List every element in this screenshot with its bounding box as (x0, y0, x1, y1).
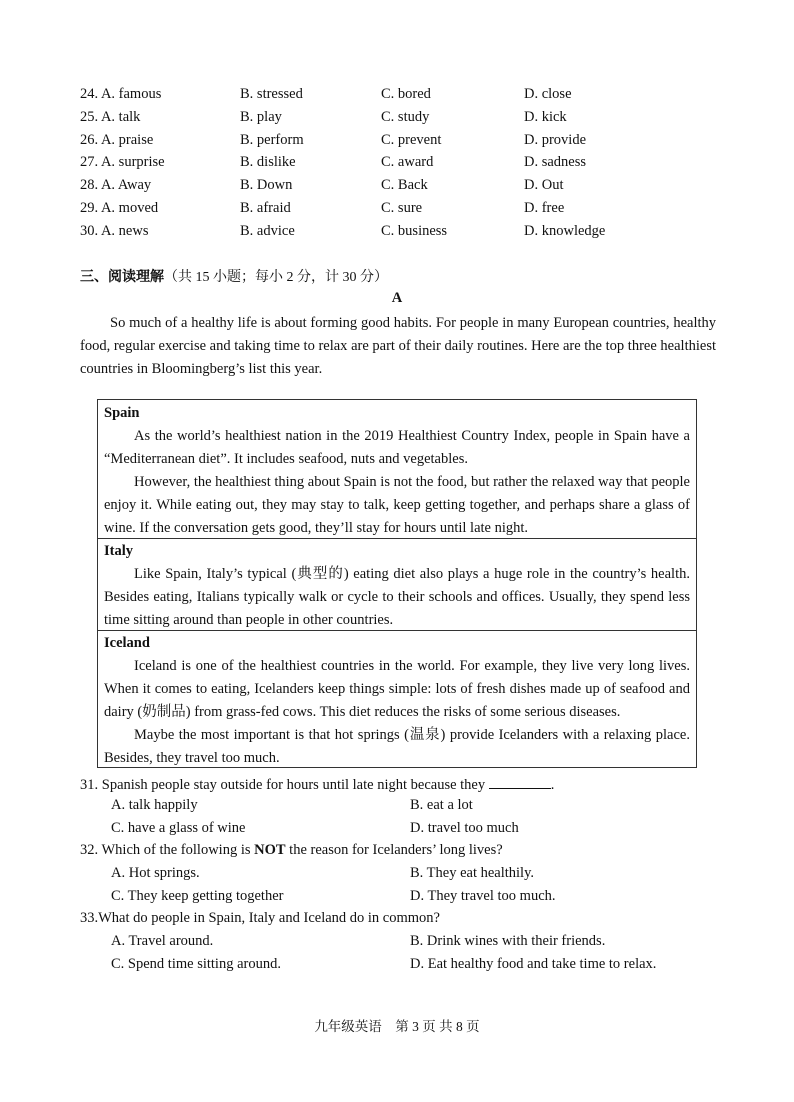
q33-option-b: B. Drink wines with their friends. (410, 933, 606, 949)
question-31 (80, 774, 554, 794)
option-row-27 (80, 154, 720, 176)
question-32-pre: 32. Which of the following is (80, 842, 255, 858)
spain-paragraph-2: However, the healthiest thing about Spain is not the food, but rather the relaxed way that people enjoy it. While eating out, they may stay to talk, keep getting together, and perhaps share a glass of wine. If the conversation gets good, they’ll stay for hours until late night. (104, 474, 690, 536)
option-c: C. study (381, 109, 430, 125)
option-d: D. free (524, 200, 565, 216)
countries-box (97, 399, 697, 768)
iceland-paragraph-1: Iceland is one of the healthiest countries in the world. For example, they live very long lives. When it comes to eating, Icelanders keep things simple: lots of fresh dishes made up of seafood and dairy (奶制品) from grass-fed cows. This diet reduces the risks of some serious diseases. (104, 658, 690, 720)
q32-option-d: D. They travel too much. (410, 888, 556, 904)
spain-heading: Spain (104, 405, 140, 421)
option-b: B. afraid (240, 200, 291, 216)
option-row-24 (80, 86, 720, 108)
option-b: B. perform (240, 132, 304, 148)
option-row-30 (80, 223, 720, 245)
q33-option-a: A. Travel around. (111, 933, 214, 949)
option-b: B. stressed (240, 86, 303, 102)
option-c: C. sure (381, 200, 423, 216)
question-31-stem: 31. Spanish people stay outside for hours until late night because they (80, 777, 486, 793)
q31-option-a: A. talk happily (111, 797, 198, 813)
option-d: D. sadness (524, 154, 587, 170)
question-32-post: the reason for Icelanders’ long lives? (285, 842, 503, 858)
option-a: 25. A. talk (80, 109, 141, 125)
section-title (80, 266, 388, 286)
q33-option-c: C. Spend time sitting around. (111, 956, 281, 972)
option-b: B. play (240, 109, 282, 125)
section-name: 三、阅读理解 (80, 269, 164, 285)
italy-section (98, 539, 696, 631)
option-b: B. Down (240, 177, 293, 193)
question-31-end: . (550, 777, 555, 793)
question-32 (80, 842, 503, 859)
q31-option-c: C. have a glass of wine (111, 820, 246, 836)
q32-option-a: A. Hot springs. (111, 865, 200, 881)
iceland-section (98, 631, 696, 767)
option-d: D. Out (524, 177, 564, 193)
iceland-paragraph-2: Maybe the most important is that hot springs (温泉) provide Icelanders with a relaxing place. Besides, they travel too much. (104, 727, 690, 766)
option-row-25 (80, 109, 720, 131)
option-a: 26. A. praise (80, 132, 154, 148)
option-row-26 (80, 132, 720, 154)
q32-option-c: C. They keep getting together (111, 888, 284, 904)
iceland-heading: Iceland (104, 635, 150, 651)
passage-intro: So much of a healthy life is about forming good habits. For people in many European countries, healthy food, regular exercise and taking time to relax are part of their daily routines. Here are the top three healthiest countries in Bloomingberg’s list this year. (80, 315, 716, 377)
answer-blank (489, 774, 551, 789)
italy-heading: Italy (104, 543, 133, 559)
option-c: C. prevent (381, 132, 442, 148)
q33-option-d: D. Eat healthy food and take time to relax. (410, 956, 657, 972)
option-a: 28. A. Away (80, 177, 152, 193)
page-footer: 九年级英语 第 3 页 共 8 页 (314, 1019, 480, 1034)
question-32-emphasis: NOT (254, 842, 286, 858)
option-c: C. business (381, 223, 448, 239)
option-c: C. Back (381, 177, 428, 193)
option-a: 29. A. moved (80, 200, 159, 216)
option-d: D. close (524, 86, 572, 102)
passage-letter: A (391, 290, 403, 306)
option-b: B. advice (240, 223, 295, 239)
q31-option-b: B. eat a lot (410, 797, 473, 813)
spain-section (98, 400, 696, 539)
q31-option-d: D. travel too much (410, 820, 519, 836)
section-note: （共 15 小题；每小 2 分，计 30 分） (164, 270, 388, 285)
question-33: 33.What do people in Spain, Italy and Iceland do in common? (80, 910, 440, 926)
option-d: D. provide (524, 132, 587, 148)
option-d: D. kick (524, 109, 567, 125)
option-a: 27. A. surprise (80, 154, 165, 170)
option-b: B. dislike (240, 154, 296, 170)
option-a: 24. A. famous (80, 86, 162, 102)
spain-paragraph-1: As the world’s healthiest nation in the 2019 Healthiest Country Index, people in Spain have a “Mediterranean diet”. It includes seafood, nuts and vegetables. (104, 428, 690, 467)
option-row-29 (80, 200, 720, 222)
option-c: C. award (381, 154, 434, 170)
option-a: 30. A. news (80, 223, 149, 239)
option-c: C. bored (381, 86, 431, 102)
q32-option-b: B. They eat healthily. (410, 865, 535, 881)
option-d: D. knowledge (524, 223, 606, 239)
italy-paragraph-1: Like Spain, Italy’s typical (典型的) eating diet also plays a huge role in the country’s health. Besides eating, Italians typically walk or cycle to their schools and offices. Usually, they spend less time sitting around than people in other countries. (104, 566, 690, 628)
option-row-28 (80, 177, 720, 199)
